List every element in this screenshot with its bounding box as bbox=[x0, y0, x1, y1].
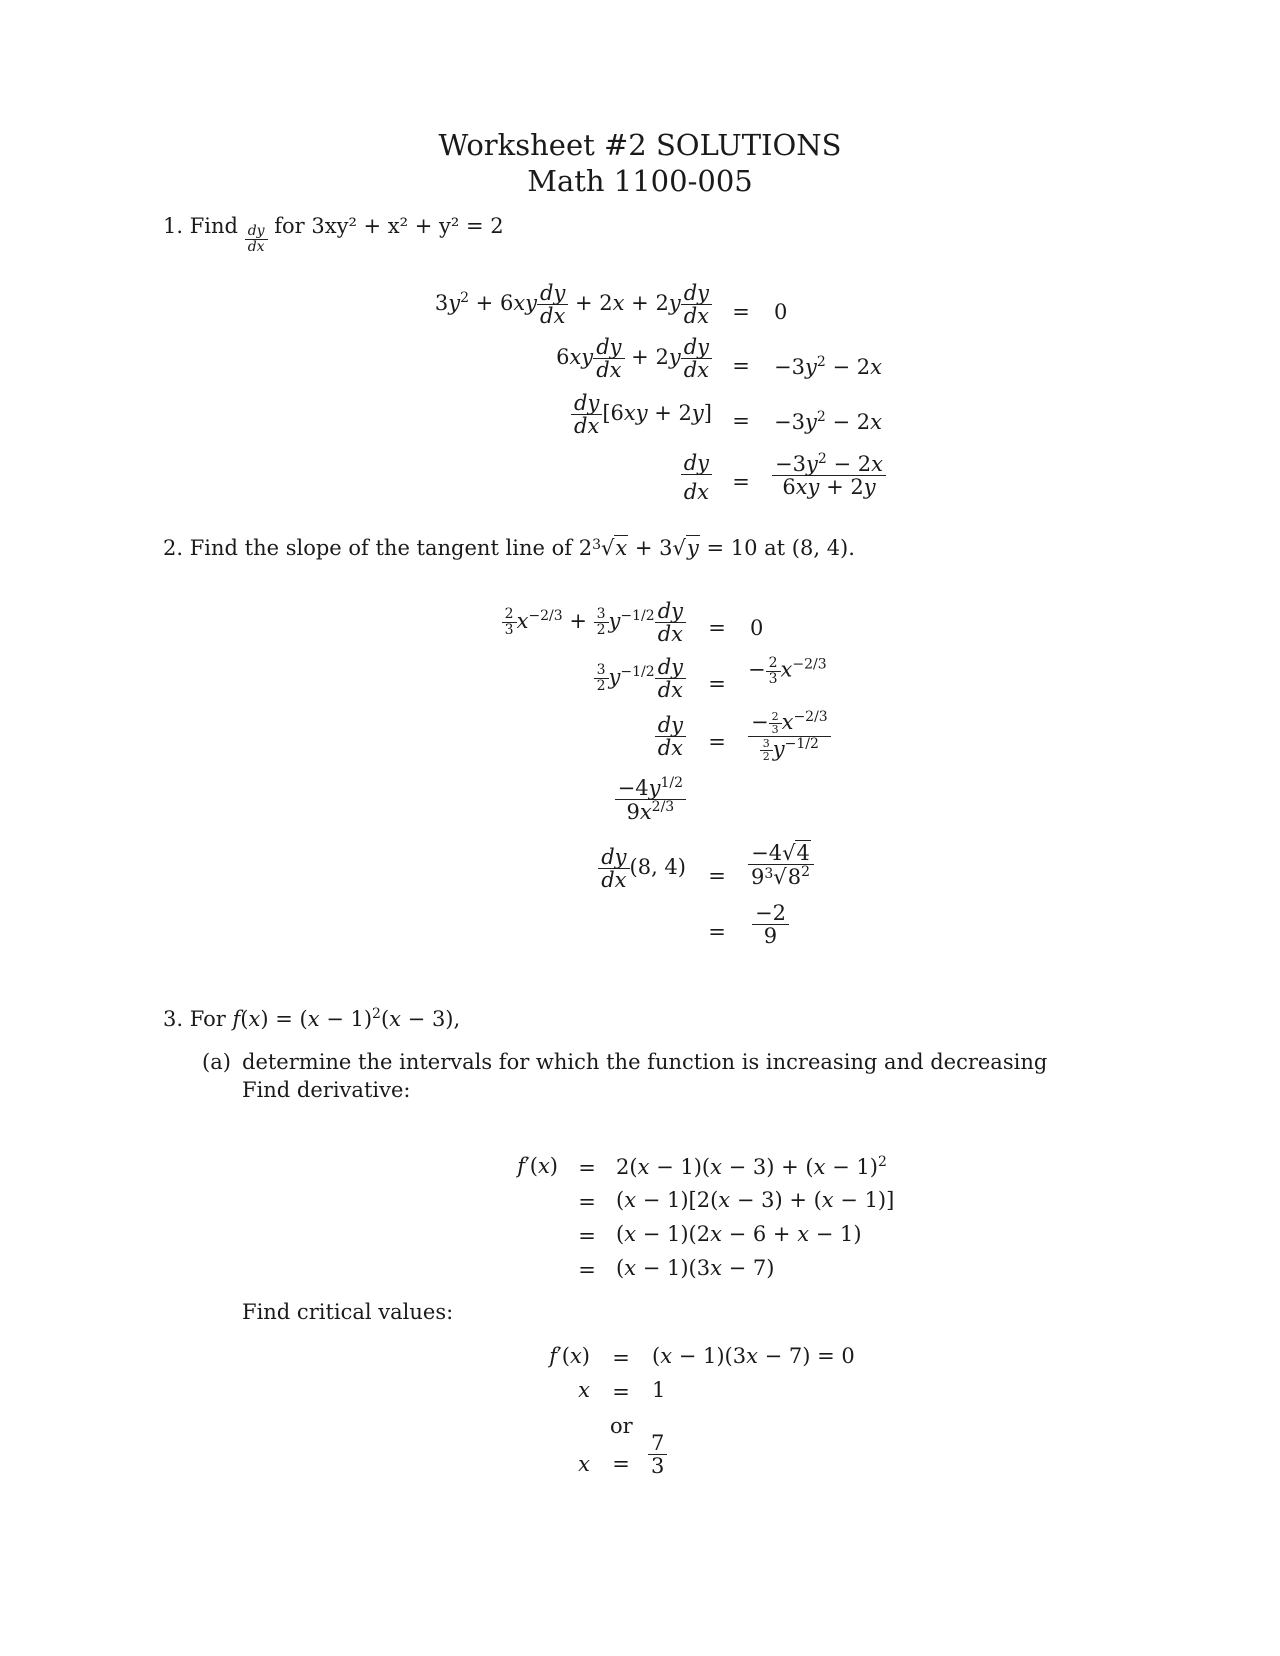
p2-step3-lhs: $\frac{dy}{dx}$ bbox=[655, 714, 686, 759]
p2-step2-lhs: $\frac{3}{2}$ $y^{-1/2}$ $\frac{dy}{dx}$ bbox=[594, 656, 686, 701]
p3-crit-or: or bbox=[610, 1414, 633, 1438]
p2-step5-equals: = bbox=[708, 864, 726, 888]
p3-crit-lhs4: x bbox=[578, 1452, 590, 1476]
problem-1-equation: for 3xy² + x² + y² = 2 bbox=[274, 214, 504, 238]
p3-crit-eq1: = bbox=[612, 1346, 630, 1370]
p3-crit-rhs1: (x − 1)(3x − 7) = 0 bbox=[652, 1344, 855, 1368]
problem-1-find: Find bbox=[189, 214, 238, 238]
p3-deriv-eq1: = bbox=[578, 1156, 596, 1180]
page-title: Worksheet #2 SOLUTIONS bbox=[438, 128, 842, 162]
p2-step1-lhs: $\frac{2}{3}$ $x^{-2/3}$ + $\frac{3}{2}$ $y^{-1/2}$ $\frac{dy}{dx}$ bbox=[502, 600, 686, 645]
p3-crit-eq4: = bbox=[612, 1452, 630, 1476]
p2-step4-lhs: $\frac{-4y^{1/2}}{9x^{2/3}}$ bbox=[615, 776, 686, 823]
p1-step2-equals: = bbox=[732, 354, 750, 378]
p2-step6-equals: = bbox=[708, 920, 726, 944]
p1-step4-rhs: $\frac{-3y^2 - 2x}{6xy + 2y}$ bbox=[772, 452, 886, 498]
p3-deriv-rhs3: (x − 1)(2x − 6 + x − 1) bbox=[616, 1222, 862, 1246]
problem-3-number: 3. bbox=[163, 1007, 184, 1031]
p1-step4-equals: = bbox=[732, 470, 750, 494]
find-derivative-label: Find derivative: bbox=[242, 1078, 411, 1102]
p3-crit-lhs2: x bbox=[578, 1378, 590, 1402]
p2-step1-equals: = bbox=[708, 616, 726, 640]
p3-deriv-rhs1: $2(x - 1)(x - 3) + (x - 1)^2$ bbox=[616, 1154, 887, 1179]
p1-step2-rhs: $-3y^2 - 2x$ bbox=[774, 354, 882, 379]
p1-step1-lhs: $3y^2 + 6xy$ $\frac{dy}{dx}$ + 2x + 2y $\frac{dy}{dx}$ bbox=[435, 282, 712, 327]
p2-step6-rhs: $\frac{-2}{9}$ bbox=[752, 902, 789, 947]
p3-deriv-rhs4: (x − 1)(3x − 7) bbox=[616, 1256, 775, 1280]
p3-deriv-rhs2: (x − 1)[2(x − 3) + (x − 1)] bbox=[616, 1188, 895, 1212]
p1-step3-equals: = bbox=[732, 409, 750, 433]
p1-step2-lhs: 6xy $\frac{dy}{dx}$ + 2y $\frac{dy}{dx}$ bbox=[556, 336, 712, 381]
p3-deriv-eq2: = bbox=[578, 1190, 596, 1214]
part-a-text: determine the intervals for which the function is increasing and decreasing bbox=[242, 1050, 1048, 1074]
p1-step1-rhs: 0 bbox=[774, 300, 788, 324]
p1-step3-rhs: $-3y^2 - 2x$ bbox=[774, 409, 882, 434]
p3-deriv-eq4: = bbox=[578, 1258, 596, 1282]
p3-crit-rhs4: $\frac{7}{3}$ bbox=[648, 1432, 667, 1477]
p2-step2-equals: = bbox=[708, 672, 726, 696]
p3-deriv-lhs: f′(x) bbox=[517, 1154, 558, 1178]
problem-2-number: 2. bbox=[163, 536, 184, 560]
problem-2-prompt: 2. Find the slope of the tangent line of $2^3√x + 3√y = 10$ at (8, 4). bbox=[163, 536, 855, 560]
p3-crit-lhs1: f′(x) bbox=[549, 1344, 590, 1368]
course-subtitle: Math 1100-005 bbox=[527, 164, 753, 198]
dy-dx-fraction: $\frac{dy}{dx}$ bbox=[245, 224, 268, 254]
p3-crit-rhs2: 1 bbox=[652, 1378, 666, 1402]
p2-step5-rhs: $\frac{-4√4}{9^3√8^2}$ bbox=[748, 842, 814, 888]
problem-1-prompt bbox=[163, 214, 504, 254]
problem-1-number: 1. bbox=[163, 214, 184, 238]
p3-crit-eq2: = bbox=[612, 1380, 630, 1404]
p2-step2-rhs: − $\frac{2}{3}$ $x^{-2/3}$ bbox=[748, 655, 827, 687]
find-critical-label: Find critical values: bbox=[242, 1300, 454, 1324]
p1-step1-equals: = bbox=[732, 300, 750, 324]
part-a-label: (a) bbox=[202, 1050, 231, 1074]
problem-3-prompt: 3. For $f(x) = (x - 1)^2(x - 3)$, bbox=[163, 1006, 461, 1031]
p1-step4-lhs: $\frac{dy}{dx}$ bbox=[681, 452, 712, 503]
p2-step3-equals: = bbox=[708, 730, 726, 754]
p2-step1-rhs: 0 bbox=[750, 616, 764, 640]
p3-deriv-eq3: = bbox=[578, 1224, 596, 1248]
p2-step5-lhs: $\frac{dy}{dx}$ (8, 4) bbox=[598, 846, 686, 891]
p2-step3-rhs: − $\frac{2}{3}$ $x^{-2/3}$ $\frac{3}{2}$ $y^{-1/2}$ bbox=[748, 710, 831, 762]
p1-step3-lhs: $\frac{dy}{dx}$ [6xy + 2y] bbox=[571, 392, 712, 437]
